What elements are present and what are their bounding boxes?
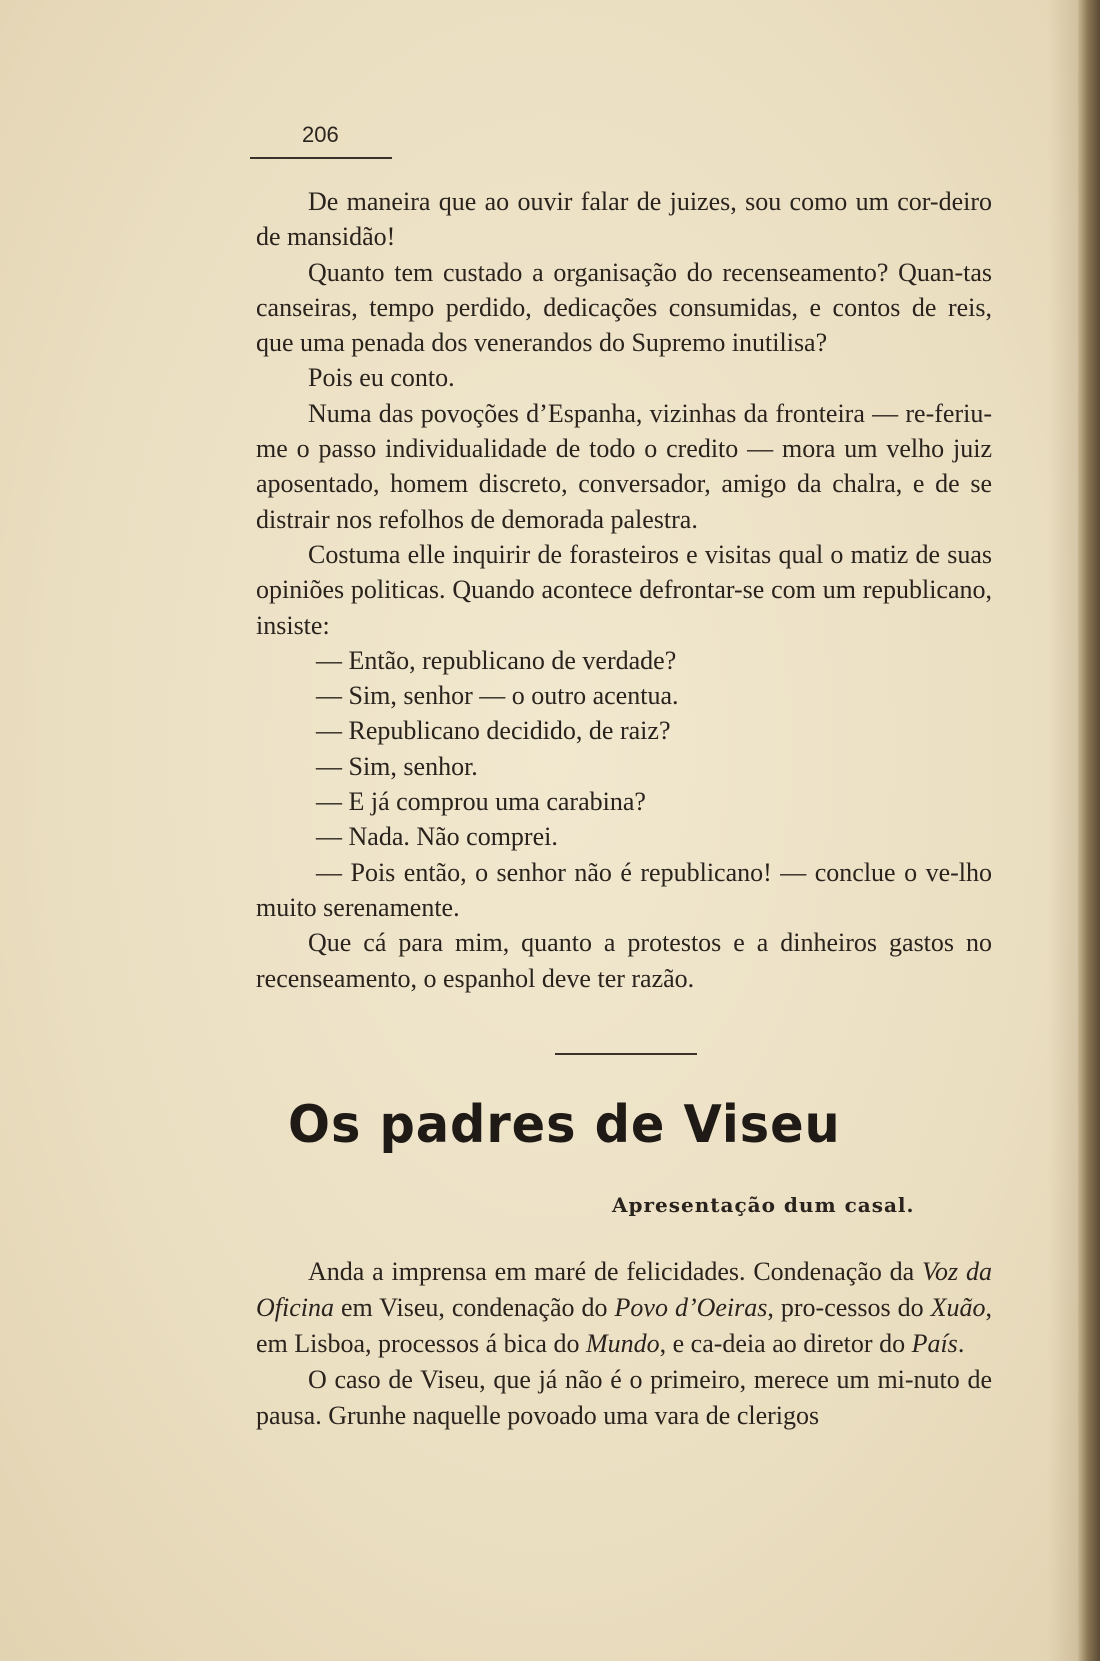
article-body-2 [256,1254,992,1434]
dialogue-line: — Pois então, o senhor não é republicano! — conclue o ve-lho muito serenamente. [256,857,992,922]
dialogue-line: — Republicano decidido, de raiz? [316,716,671,746]
text-run: , e ca-deia ao diretor do [659,1329,912,1358]
paragraph: Que cá para mim, quanto a protestos e a dinheiros gastos no recenseamento, o espanhol deve ter razão. [256,928,992,993]
paragraph: Numa das povoções d’Espanha, vizinhas da fronteira — re-feriu-me o passo individualidade de todo o credito — mora um velho juiz aposentado, homem discreto, conversador, amigo da chalra, e de se distrair nos refolhos de demorada palestra. [256,398,992,534]
section-subtitle: Apresentação dum casal. [612,1193,915,1217]
dialogue-line: — Sim, senhor. [316,751,478,781]
periodical-title: Povo d’Oeiras [614,1293,768,1322]
page-number: 206 [302,122,339,147]
section-title: Os padres de Viseu [288,1095,841,1155]
paragraph: De maneira que ao ouvir falar de juizes, sou como um cor-deiro de mansidão! [256,187,992,252]
text-run: em Viseu, condenação do [334,1293,615,1322]
periodical-title: Voz da Oficina [256,1257,992,1322]
article-body [256,184,992,996]
dialogue-line: — Nada. Não comprei. [316,822,558,852]
periodical-title: País [911,1329,958,1358]
text-run: , em Lisboa, processos á bica do [256,1293,992,1358]
header-rule [250,157,392,159]
paragraph: Quanto tem custado a organisação do recenseamento? Quan-tas canseiras, tempo perdido, dedicações consumidas, e contos de reis, que uma penada dos venerandos do Supremo inutilisa? [256,257,992,358]
dialogue-line: — Sim, senhor — o outro acentua. [316,681,679,711]
paragraph: Costuma elle inquirir de forasteiros e visitas qual o matiz de suas opiniões politicas. Quando acontece defrontar-se com um republicano, insiste: [256,539,992,640]
text-run: , pro-cessos do [767,1293,931,1322]
paragraph: O caso de Viseu, que já não é o primeiro, merece um mi-nuto de pausa. Grunhe naquelle povoado uma vara de clerigos [256,1365,992,1430]
gutter-shadow [1048,0,1078,1661]
text-run: . [957,1329,965,1358]
paragraph [256,1254,992,1362]
text-run: Anda a imprensa em maré de felicidades. Condenação da [308,1257,923,1286]
periodical-title: Mundo [585,1329,660,1358]
periodical-title: Xuão [930,1293,986,1322]
section-divider [555,1053,697,1055]
paragraph: Pois eu conto. [308,363,455,393]
book-spine-edge [1078,0,1100,1661]
dialogue-line: — E já comprou uma carabina? [316,787,646,817]
dialogue-line: — Então, republicano de verdade? [316,645,677,675]
